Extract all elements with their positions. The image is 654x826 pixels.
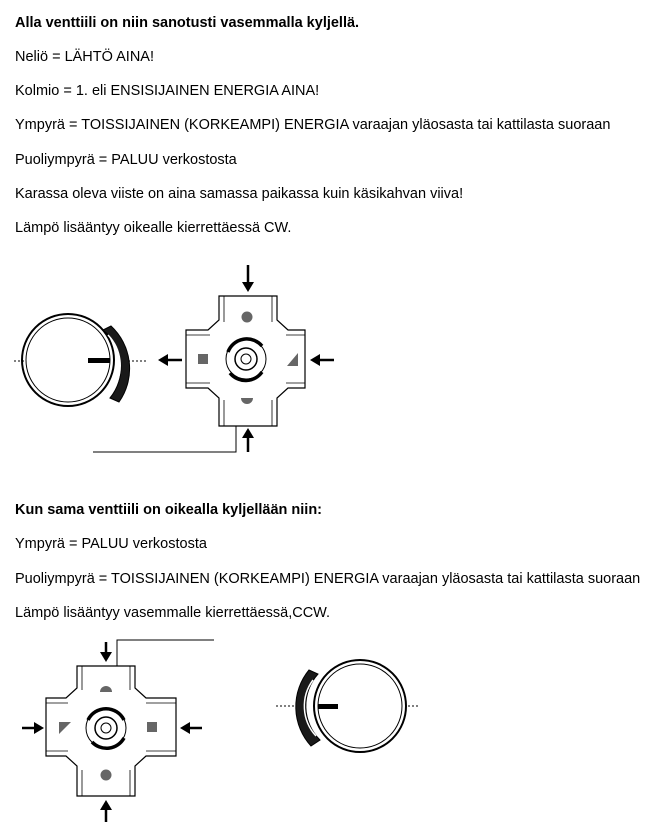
port2-circle-symbol	[101, 770, 112, 781]
section1-heading: Alla venttiili on niin sanotusti vasemmalla kyljellä.	[15, 15, 360, 31]
legend-circle: Ympyrä = TOISSIJAINEN (KORKEAMPI) ENERGIA varaajan yläosasta tai kattilasta suoraan	[15, 117, 611, 133]
legend2-half-circle: Puoliympyrä = TOISSIJAINEN (KORKEAMPI) ENERGIA varaajan yläosasta tai kattilasta suoraan	[15, 571, 641, 587]
legend2-circle: Ympyrä = PALUU verkostosta	[15, 536, 207, 552]
legend-triangle: Kolmio = 1. eli ENSISIJAINEN ENERGIA AINA!	[15, 83, 320, 99]
port-square-symbol	[198, 354, 208, 364]
rotation-note-ccw: Lämpö lisääntyy vasemmalle kierrettäessä,CCW.	[15, 605, 331, 621]
port2-square-symbol	[147, 722, 157, 732]
rotation-note-cw: Lämpö lisääntyy oikealle kierrettäessä CW.	[15, 220, 292, 236]
legend-half-circle: Puoliympyrä = PALUU verkostosta	[15, 152, 237, 168]
valve-body-2	[10, 632, 220, 826]
legend-square: Neliö = LÄHTÖ AINA!	[15, 49, 155, 65]
section2-heading: Kun sama venttiili on oikealla kyljellään niin:	[15, 502, 323, 518]
handwheel-dial-2	[270, 650, 430, 766]
port-circle-symbol	[242, 312, 253, 323]
spindle-note: Karassa oleva viiste on aina samassa paikassa kuin käsikahvan viiva!	[15, 186, 464, 202]
valve-body-1	[90, 262, 340, 458]
